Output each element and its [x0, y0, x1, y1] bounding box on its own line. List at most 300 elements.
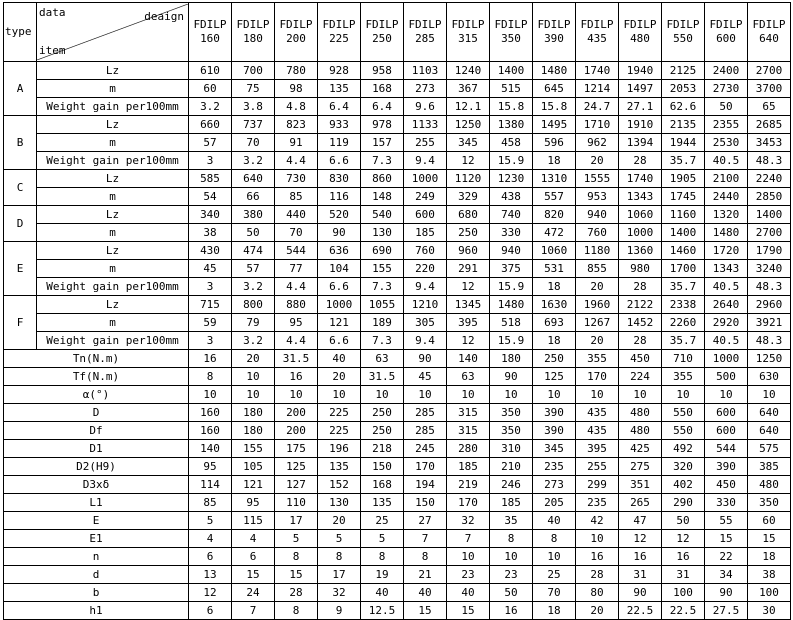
- value-cell: 105: [232, 458, 275, 476]
- value-cell: 20: [232, 350, 275, 368]
- value-cell: 189: [361, 314, 404, 332]
- value-cell: 1944: [662, 134, 705, 152]
- param-label: D1: [4, 440, 189, 458]
- value-cell: 18: [533, 278, 576, 296]
- value-cell: 390: [533, 422, 576, 440]
- model-header-4: [361, 3, 404, 62]
- model-series: FDILP: [537, 18, 571, 31]
- value-cell: 2260: [662, 314, 705, 332]
- value-cell: 40: [447, 584, 490, 602]
- value-cell: 1740: [576, 62, 619, 80]
- table-row: [4, 566, 791, 584]
- value-cell: 329: [447, 188, 490, 206]
- value-cell: 6: [189, 602, 232, 620]
- value-cell: 55: [705, 512, 748, 530]
- value-cell: 1120: [447, 170, 490, 188]
- value-cell: 9.4: [404, 332, 447, 350]
- value-cell: 450: [705, 476, 748, 494]
- value-cell: 7: [404, 530, 447, 548]
- value-cell: 255: [576, 458, 619, 476]
- value-cell: 1394: [619, 134, 662, 152]
- value-cell: 160: [189, 422, 232, 440]
- value-cell: 2135: [662, 116, 705, 134]
- value-cell: 180: [232, 422, 275, 440]
- value-cell: 10: [361, 386, 404, 404]
- value-cell: 962: [576, 134, 619, 152]
- value-cell: 13: [189, 566, 232, 584]
- value-cell: 285: [404, 404, 447, 422]
- value-cell: 125: [533, 368, 576, 386]
- model-series: FDILP: [408, 18, 442, 31]
- value-cell: 2685: [748, 116, 791, 134]
- value-cell: 40: [318, 350, 361, 368]
- value-cell: 196: [318, 440, 361, 458]
- type-column-header: type: [4, 3, 37, 62]
- value-cell: 40: [533, 512, 576, 530]
- value-cell: 10: [275, 386, 318, 404]
- value-cell: 15.9: [490, 278, 533, 296]
- value-cell: 700: [232, 62, 275, 80]
- model-header-10: [619, 3, 662, 62]
- value-cell: 150: [361, 458, 404, 476]
- value-cell: 596: [533, 134, 576, 152]
- spec-table: [3, 2, 791, 620]
- param-label: b: [4, 584, 189, 602]
- table-row: [4, 422, 791, 440]
- value-cell: 90: [490, 368, 533, 386]
- value-cell: 305: [404, 314, 447, 332]
- value-cell: 273: [533, 476, 576, 494]
- param-label: α(°): [4, 386, 189, 404]
- value-cell: 250: [447, 224, 490, 242]
- value-cell: 114: [189, 476, 232, 494]
- value-cell: 28: [619, 152, 662, 170]
- value-cell: 520: [318, 206, 361, 224]
- value-cell: 16: [189, 350, 232, 368]
- value-cell: 57: [189, 134, 232, 152]
- table-row: [4, 116, 791, 134]
- value-cell: 1133: [404, 116, 447, 134]
- table-row: [4, 494, 791, 512]
- value-cell: 340: [189, 206, 232, 224]
- value-cell: 135: [318, 80, 361, 98]
- value-cell: 737: [232, 116, 275, 134]
- value-cell: 135: [318, 458, 361, 476]
- value-cell: 31.5: [275, 350, 318, 368]
- value-cell: 8: [275, 602, 318, 620]
- value-cell: 155: [232, 440, 275, 458]
- value-cell: 9: [318, 602, 361, 620]
- value-cell: 135: [361, 494, 404, 512]
- value-cell: 249: [404, 188, 447, 206]
- value-cell: 10: [533, 548, 576, 566]
- model-size: 225: [329, 32, 349, 45]
- table-row: [4, 458, 791, 476]
- value-cell: 2355: [705, 116, 748, 134]
- value-cell: 20: [576, 332, 619, 350]
- value-cell: 480: [619, 422, 662, 440]
- row-label: Weight gain per100mm: [37, 278, 189, 296]
- table-row: [4, 440, 791, 458]
- value-cell: 5: [361, 530, 404, 548]
- model-size: 285: [415, 32, 435, 45]
- value-cell: 9.4: [404, 152, 447, 170]
- value-cell: 380: [232, 206, 275, 224]
- table-row: [4, 278, 791, 296]
- value-cell: 435: [576, 404, 619, 422]
- value-cell: 5: [318, 530, 361, 548]
- value-cell: 940: [490, 242, 533, 260]
- value-cell: 152: [318, 476, 361, 494]
- model-size: 600: [716, 32, 736, 45]
- value-cell: 168: [361, 80, 404, 98]
- value-cell: 10: [705, 386, 748, 404]
- value-cell: 12.1: [447, 98, 490, 116]
- row-label: Lz: [37, 170, 189, 188]
- value-cell: 550: [662, 422, 705, 440]
- value-cell: 8: [490, 530, 533, 548]
- value-cell: 402: [662, 476, 705, 494]
- value-cell: 38: [189, 224, 232, 242]
- value-cell: 320: [662, 458, 705, 476]
- value-cell: 2920: [705, 314, 748, 332]
- value-cell: 35.7: [662, 278, 705, 296]
- param-label: d: [4, 566, 189, 584]
- value-cell: 48.3: [748, 152, 791, 170]
- value-cell: 1740: [619, 170, 662, 188]
- value-cell: 6.4: [361, 98, 404, 116]
- value-cell: 3700: [748, 80, 791, 98]
- value-cell: 2125: [662, 62, 705, 80]
- row-label: Weight gain per100mm: [37, 152, 189, 170]
- value-cell: 1230: [490, 170, 533, 188]
- value-cell: 20: [576, 278, 619, 296]
- value-cell: 518: [490, 314, 533, 332]
- value-cell: 20: [576, 602, 619, 620]
- value-cell: 299: [576, 476, 619, 494]
- value-cell: 515: [490, 80, 533, 98]
- table-row: [4, 512, 791, 530]
- value-cell: 10: [748, 386, 791, 404]
- param-label: L1: [4, 494, 189, 512]
- value-cell: 18: [533, 152, 576, 170]
- value-cell: 575: [748, 440, 791, 458]
- value-cell: 2730: [705, 80, 748, 98]
- value-cell: 636: [318, 242, 361, 260]
- value-cell: 6.4: [318, 98, 361, 116]
- row-label: m: [37, 260, 189, 278]
- value-cell: 285: [404, 422, 447, 440]
- value-cell: 115: [232, 512, 275, 530]
- value-cell: 140: [189, 440, 232, 458]
- value-cell: 458: [490, 134, 533, 152]
- value-cell: 351: [619, 476, 662, 494]
- value-cell: 1103: [404, 62, 447, 80]
- value-cell: 8: [533, 530, 576, 548]
- value-cell: 2122: [619, 296, 662, 314]
- table-row: [4, 386, 791, 404]
- value-cell: 1400: [490, 62, 533, 80]
- value-cell: 40: [361, 584, 404, 602]
- value-cell: 1060: [533, 242, 576, 260]
- value-cell: 6: [189, 548, 232, 566]
- value-cell: 958: [361, 62, 404, 80]
- value-cell: 48.3: [748, 278, 791, 296]
- value-cell: 375: [490, 260, 533, 278]
- value-cell: 800: [232, 296, 275, 314]
- value-cell: 860: [361, 170, 404, 188]
- table-row: [4, 62, 791, 80]
- table-row: [4, 188, 791, 206]
- value-cell: 680: [447, 206, 490, 224]
- value-cell: 3.2: [232, 278, 275, 296]
- value-cell: 350: [490, 422, 533, 440]
- model-series: FDILP: [709, 18, 743, 31]
- value-cell: 225: [318, 422, 361, 440]
- model-size: 550: [673, 32, 693, 45]
- value-cell: 1400: [748, 206, 791, 224]
- param-label: D3xδ: [4, 476, 189, 494]
- value-cell: 59: [189, 314, 232, 332]
- value-cell: 480: [748, 476, 791, 494]
- value-cell: 1250: [748, 350, 791, 368]
- value-cell: 823: [275, 116, 318, 134]
- model-series: FDILP: [365, 18, 399, 31]
- value-cell: 45: [404, 368, 447, 386]
- value-cell: 9.4: [404, 278, 447, 296]
- value-cell: 435: [576, 422, 619, 440]
- type-cell: F: [4, 296, 37, 350]
- value-cell: 1267: [576, 314, 619, 332]
- value-cell: 12: [189, 584, 232, 602]
- value-cell: 150: [404, 494, 447, 512]
- value-cell: 390: [705, 458, 748, 476]
- value-cell: 63: [447, 368, 490, 386]
- value-cell: 70: [533, 584, 576, 602]
- value-cell: 40: [404, 584, 447, 602]
- model-size: 350: [501, 32, 521, 45]
- value-cell: 15.8: [490, 98, 533, 116]
- value-cell: 2400: [705, 62, 748, 80]
- value-cell: 246: [490, 476, 533, 494]
- value-cell: 1160: [662, 206, 705, 224]
- param-label: E: [4, 512, 189, 530]
- value-cell: 18: [748, 548, 791, 566]
- value-cell: 54: [189, 188, 232, 206]
- model-size: 200: [286, 32, 306, 45]
- model-size: 480: [630, 32, 650, 45]
- value-cell: 1480: [490, 296, 533, 314]
- value-cell: 95: [189, 458, 232, 476]
- value-cell: 2100: [705, 170, 748, 188]
- value-cell: 1214: [576, 80, 619, 98]
- value-cell: 200: [275, 422, 318, 440]
- value-cell: 8: [189, 368, 232, 386]
- value-cell: 90: [619, 584, 662, 602]
- value-cell: 345: [533, 440, 576, 458]
- value-cell: 200: [275, 404, 318, 422]
- value-cell: 50: [662, 512, 705, 530]
- value-cell: 62.6: [662, 98, 705, 116]
- value-cell: 345: [447, 134, 490, 152]
- value-cell: 10: [490, 386, 533, 404]
- value-cell: 645: [533, 80, 576, 98]
- value-cell: 933: [318, 116, 361, 134]
- value-cell: 15: [705, 530, 748, 548]
- value-cell: 28: [619, 332, 662, 350]
- value-cell: 127: [275, 476, 318, 494]
- value-cell: 395: [576, 440, 619, 458]
- value-cell: 10: [318, 386, 361, 404]
- param-label: Df: [4, 422, 189, 440]
- value-cell: 1630: [533, 296, 576, 314]
- value-cell: 1790: [748, 242, 791, 260]
- value-cell: 12: [447, 332, 490, 350]
- model-series: FDILP: [193, 18, 227, 31]
- value-cell: 10: [447, 548, 490, 566]
- value-cell: 38: [748, 566, 791, 584]
- corner-label-deaign: deaign: [144, 10, 184, 23]
- value-cell: 4.4: [275, 152, 318, 170]
- value-cell: 430: [189, 242, 232, 260]
- value-cell: 180: [490, 350, 533, 368]
- value-cell: 385: [748, 458, 791, 476]
- value-cell: 170: [447, 494, 490, 512]
- value-cell: 1480: [533, 62, 576, 80]
- value-cell: 1060: [619, 206, 662, 224]
- value-cell: 10: [232, 368, 275, 386]
- table-row: [4, 296, 791, 314]
- value-cell: 1250: [447, 116, 490, 134]
- model-header-6: [447, 3, 490, 62]
- value-cell: 8: [361, 548, 404, 566]
- value-cell: 130: [361, 224, 404, 242]
- value-cell: 40.5: [705, 152, 748, 170]
- value-cell: 16: [275, 368, 318, 386]
- value-cell: 1555: [576, 170, 619, 188]
- value-cell: 255: [404, 134, 447, 152]
- value-cell: 330: [705, 494, 748, 512]
- type-cell: B: [4, 116, 37, 170]
- value-cell: 18: [533, 332, 576, 350]
- row-label: Lz: [37, 116, 189, 134]
- value-cell: 1000: [318, 296, 361, 314]
- value-cell: 540: [361, 206, 404, 224]
- value-cell: 1055: [361, 296, 404, 314]
- value-cell: 3.2: [189, 98, 232, 116]
- value-cell: 121: [318, 314, 361, 332]
- value-cell: 1960: [576, 296, 619, 314]
- value-cell: 450: [619, 350, 662, 368]
- value-cell: 24: [232, 584, 275, 602]
- table-row: [4, 152, 791, 170]
- row-label: m: [37, 314, 189, 332]
- model-series: FDILP: [580, 18, 614, 31]
- table-row: [4, 548, 791, 566]
- value-cell: 1460: [662, 242, 705, 260]
- value-cell: 640: [748, 422, 791, 440]
- value-cell: 880: [275, 296, 318, 314]
- value-cell: 47: [619, 512, 662, 530]
- value-cell: 10: [533, 386, 576, 404]
- value-cell: 218: [361, 440, 404, 458]
- value-cell: 245: [404, 440, 447, 458]
- value-cell: 273: [404, 80, 447, 98]
- value-cell: 1452: [619, 314, 662, 332]
- value-cell: 1380: [490, 116, 533, 134]
- table-row: [4, 134, 791, 152]
- value-cell: 7: [447, 530, 490, 548]
- value-cell: 20: [576, 152, 619, 170]
- value-cell: 15: [447, 602, 490, 620]
- table-row: [4, 314, 791, 332]
- value-cell: 225: [318, 404, 361, 422]
- value-cell: 30: [748, 602, 791, 620]
- value-cell: 65: [748, 98, 791, 116]
- value-cell: 715: [189, 296, 232, 314]
- model-header-11: [662, 3, 705, 62]
- value-cell: 1400: [662, 224, 705, 242]
- value-cell: 50: [232, 224, 275, 242]
- value-cell: 265: [619, 494, 662, 512]
- value-cell: 730: [275, 170, 318, 188]
- type-cell: E: [4, 242, 37, 296]
- value-cell: 2700: [748, 62, 791, 80]
- value-cell: 1320: [705, 206, 748, 224]
- value-cell: 100: [748, 584, 791, 602]
- value-cell: 15.8: [533, 98, 576, 116]
- value-cell: 155: [361, 260, 404, 278]
- diagonal-header: [37, 4, 188, 60]
- value-cell: 1910: [619, 116, 662, 134]
- value-cell: 2960: [748, 296, 791, 314]
- value-cell: 23: [447, 566, 490, 584]
- value-cell: 315: [447, 422, 490, 440]
- model-header-0: [189, 3, 232, 62]
- value-cell: 310: [490, 440, 533, 458]
- value-cell: 978: [361, 116, 404, 134]
- value-cell: 710: [662, 350, 705, 368]
- value-cell: 104: [318, 260, 361, 278]
- value-cell: 50: [490, 584, 533, 602]
- value-cell: 18: [533, 602, 576, 620]
- value-cell: 100: [662, 584, 705, 602]
- value-cell: 1495: [533, 116, 576, 134]
- value-cell: 25: [361, 512, 404, 530]
- value-cell: 17: [318, 566, 361, 584]
- value-cell: 600: [705, 404, 748, 422]
- table-body: [4, 62, 791, 620]
- model-series: FDILP: [666, 18, 700, 31]
- model-series: FDILP: [322, 18, 356, 31]
- model-header-12: [705, 3, 748, 62]
- value-cell: 91: [275, 134, 318, 152]
- row-label: m: [37, 134, 189, 152]
- value-cell: 5: [275, 530, 318, 548]
- value-cell: 6.6: [318, 152, 361, 170]
- row-label: Lz: [37, 296, 189, 314]
- value-cell: 16: [662, 548, 705, 566]
- param-label: D2(H9): [4, 458, 189, 476]
- value-cell: 110: [275, 494, 318, 512]
- value-cell: 1710: [576, 116, 619, 134]
- value-cell: 31.5: [361, 368, 404, 386]
- value-cell: 15: [232, 566, 275, 584]
- value-cell: 290: [662, 494, 705, 512]
- value-cell: 28: [619, 278, 662, 296]
- value-cell: 35.7: [662, 152, 705, 170]
- param-label: n: [4, 548, 189, 566]
